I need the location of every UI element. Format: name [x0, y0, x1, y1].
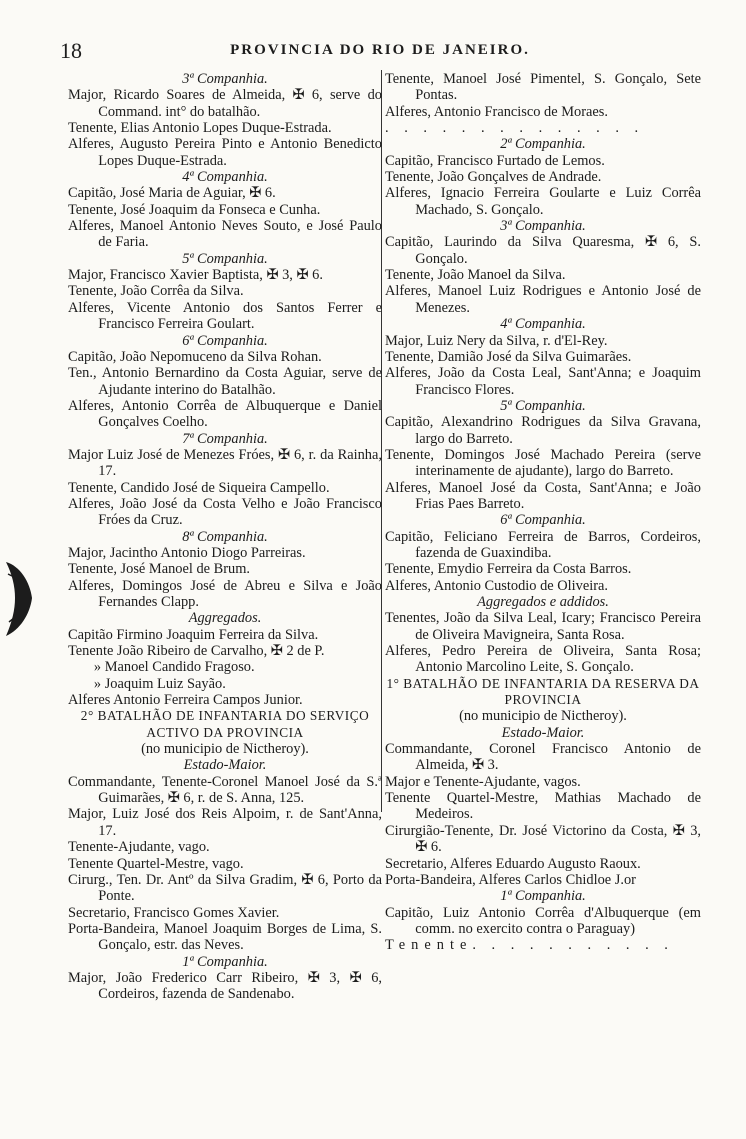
- page-title: PROVINCIA DO RIO DE JANEIRO.: [230, 42, 530, 58]
- section-heading: 1ª Companhia.: [500, 888, 586, 905]
- entry: Secretario, Alferes Eduardo Augusto Raoux.: [385, 855, 641, 872]
- section-heading: 4ª Companhia.: [182, 169, 268, 186]
- entry: Tenente, Emydio Ferreira da Costa Barros.: [385, 561, 632, 578]
- entry: Secretario, Francisco Gomes Xavier.: [68, 904, 280, 921]
- entry: Ten., Antonio Bernardino da Costa Aguiar, serve de Ajudante interino do Batalhão.: [68, 365, 382, 398]
- entry: Tenente, José Joaquim da Fonseca e Cunha.: [68, 201, 321, 218]
- entry: Major, João Frederico Carr Ribeiro, ✠ 3, ✠ 6, Cordeiros, fazenda de Sandenabo.: [68, 969, 382, 1003]
- municipality-note: (no municipio de Nictheroy).: [141, 741, 309, 758]
- section-heading: 6ª Companhia.: [500, 512, 586, 529]
- entry: Tenente, Domingos José Machado Pereira (serve interinamente de ajudante), largo do Barreto.: [385, 446, 701, 480]
- entry: Major e Tenente-Ajudante, vagos.: [385, 773, 581, 790]
- entry: Tenente, João Manoel da Silva.: [385, 267, 566, 284]
- entry: Tenentes, João da Silva Leal, Icary; Francisco Pereira de Oliveira Mavigneira, Santa Rosa.: [385, 610, 701, 643]
- municipality-note: (no municipio de Nictheroy).: [459, 708, 627, 725]
- entry: Porta-Bandeira, Alferes Carlos Chidloe J.or: [385, 871, 636, 888]
- entry: Tenente, José Manoel de Brum.: [68, 561, 251, 578]
- entry: » Manoel Candido Fragoso.: [93, 659, 255, 676]
- entry: Commandante, Coronel Francisco Antonio de Almeida, ✠ 3.: [385, 741, 701, 774]
- entry: Capitão, Francisco Furtado de Lemos.: [385, 152, 605, 169]
- entry: Tenente, Damião José da Silva Guimarães.: [385, 348, 632, 365]
- entry: Alferes, Manoel Antonio Neves Souto, e José Paulo de Faria.: [68, 218, 382, 251]
- dotted-line: . . . . . . . . . . . . . .: [385, 120, 645, 137]
- section-heading: Aggregados.: [188, 610, 262, 627]
- entry: Cirurgião-Tenente, Dr. José Victorino da Costa, ✠ 3, ✠ 6.: [385, 822, 701, 856]
- entry: Major, Luiz Nery da Silva, r. d'El-Rey.: [385, 332, 608, 349]
- entry: Tenente, Candido José de Siqueira Campello.: [68, 479, 330, 496]
- entry: Alferes, Augusto Pereira Pinto e Antonio Benedicto Lopes Duque-Estrada.: [68, 136, 382, 169]
- section-heading: 5ª Companhia.: [500, 397, 586, 414]
- entry: Major, Jacintho Antonio Diogo Parreiras.: [68, 544, 306, 561]
- left-column: [68, 71, 382, 1003]
- entry: Major, Francisco Xavier Baptista, ✠ 3, ✠ 6.: [68, 267, 323, 284]
- entry: Alferes, Manoel José da Costa, Sant'Anna; e João Frias Paes Barreto.: [385, 479, 701, 512]
- entry: Commandante, Tenente-Coronel Manoel José da S.ª Guimarães, ✠ 6, r. de S. Anna, 125.: [68, 773, 382, 807]
- entry: Capitão, João Nepomuceno da Silva Rohan.: [68, 348, 322, 365]
- battalion-heading: 2° BATALHÃO DE INFANTARIA DO SERVIÇO ACTIVO DA PROVINCIA: [80, 708, 370, 740]
- entry: Capitão, Feliciano Ferreira de Barros, Cordeiros, fazenda de Guaxindiba.: [385, 528, 701, 561]
- page-number: 18: [60, 38, 82, 63]
- section-heading: 8ª Companhia.: [182, 528, 268, 545]
- entry: Capitão, Luiz Antonio Corrêa d'Albuquerque (em comm. no exercito contra o Paraguay): [385, 904, 701, 937]
- entry: Tenente, Elias Antonio Lopes Duque-Estrada.: [68, 120, 332, 137]
- dotted-line: Tenente. . . . . . . . . . .: [385, 937, 674, 954]
- entry: Alferes Antonio Ferreira Campos Junior.: [68, 692, 303, 709]
- entry: Tenente-Ajudante, vago.: [68, 839, 210, 856]
- entry: Alferes, Antonio Corrêa de Albuquerque e Daniel Gonçalves Coelho.: [68, 397, 382, 431]
- section-heading: Estado-Maior.: [501, 724, 585, 741]
- section-heading: 1ª Companhia.: [182, 953, 268, 970]
- entry: Alferes, Pedro Pereira de Oliveira, Santa Rosa; Antonio Marcolino Leite, S. Gonçalo.: [385, 643, 701, 676]
- entry: Alferes, Vicente Antonio dos Santos Ferrer e Francisco Ferreira Goulart.: [68, 299, 382, 333]
- entry: Tenente Quartel-Mestre, Mathias Machado de Medeiros.: [385, 790, 701, 823]
- entry: Major, Luiz José dos Reis Alpoim, r. de Sant'Anna, 17.: [68, 806, 382, 839]
- entry: Alferes, Antonio Francisco de Moraes.: [385, 103, 608, 120]
- section-heading: 2ª Companhia.: [500, 136, 586, 153]
- entry: Cirurg., Ten. Dr. Antº da Silva Gradim, ✠ 6, Porto da Ponte.: [68, 871, 382, 905]
- section-heading: Estado-Maior.: [183, 757, 267, 774]
- section-heading: 3ª Companhia.: [182, 71, 268, 87]
- section-heading: 6ª Companhia.: [182, 332, 268, 349]
- section-heading: 7ª Companhia.: [182, 430, 268, 447]
- entry: Tenente Quartel-Mestre, vago.: [68, 855, 244, 872]
- entry: Alferes, Domingos José de Abreu e Silva e João Fernandes Clapp.: [68, 577, 382, 610]
- entry: Capitão Firmino Joaquim Ferreira da Silva.: [68, 626, 319, 643]
- battalion-heading: 1° BATALHÃO DE INFANTARIA DA RESERVA DA PROVINCIA: [386, 675, 700, 708]
- entry: Tenente, João Corrêa da Silva.: [68, 283, 244, 300]
- entry: Capitão, Alexandrino Rodrigues da Silva Gravana, largo do Barreto.: [385, 414, 701, 447]
- entry: Tenente João Ribeiro de Carvalho, ✠ 2 de P.: [68, 643, 325, 660]
- entry: Tenente, Manoel José Pimentel, S. Gonçalo, Sete Pontas.: [385, 71, 701, 104]
- entry: Porta-Bandeira, Manoel Joaquim Borges de Lima, S. Gonçalo, estr. das Neves.: [68, 920, 382, 954]
- section-heading: 3ª Companhia.: [500, 218, 586, 235]
- section-heading: Aggregados e addidos.: [477, 594, 609, 610]
- ink-blot-mark: [2, 556, 34, 640]
- entry: Alferes, João da Costa Leal, Sant'Anna; e Joaquim Francisco Flores.: [385, 365, 701, 398]
- right-column: [385, 71, 701, 954]
- entry: » Joaquim Luiz Sayão.: [93, 675, 226, 692]
- page-header: [60, 38, 700, 64]
- section-heading: 4ª Companhia.: [500, 316, 586, 333]
- entry: Alferes, João José da Costa Velho e João Francisco Fróes da Cruz.: [68, 495, 382, 529]
- entry: Capitão, José Maria de Aguiar, ✠ 6.: [68, 185, 276, 202]
- entry: Capitão, Laurindo da Silva Quaresma, ✠ 6, S. Gonçalo.: [385, 234, 701, 267]
- entry: Alferes, Manoel Luiz Rodrigues e Antonio José de Menezes.: [385, 283, 701, 316]
- entry: Alferes, Ignacio Ferreira Goularte e Luiz Corrêa Machado, S. Gonçalo.: [385, 185, 701, 218]
- entry: Tenente, João Gonçalves de Andrade.: [385, 169, 602, 186]
- entry: Major Luiz José de Menezes Fróes, ✠ 6, r. da Rainha, 17.: [68, 446, 382, 480]
- entry: Major, Ricardo Soares de Almeida, ✠ 6, serve do Command. int° do batalhão.: [68, 87, 382, 120]
- section-heading: 5ª Companhia.: [182, 250, 268, 267]
- entry: Alferes, Antonio Custodio de Oliveira.: [385, 577, 609, 594]
